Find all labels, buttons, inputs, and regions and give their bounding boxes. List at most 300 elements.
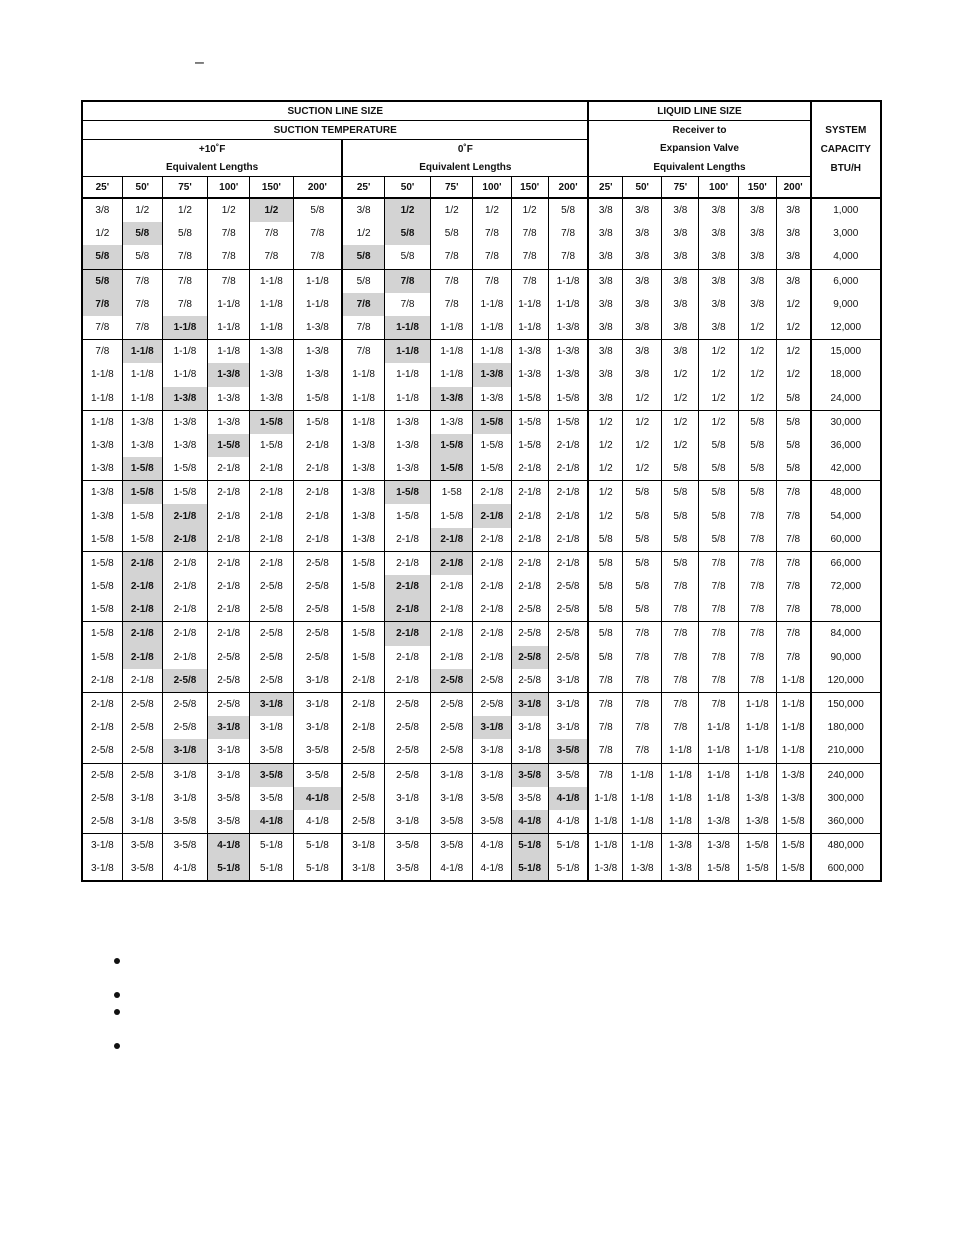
liquid-line-cell: 3/8 xyxy=(699,269,738,293)
liquid-line-cell: 1/2 xyxy=(738,363,776,386)
liquid-line-cell: 7/8 xyxy=(588,716,622,739)
table-row xyxy=(82,410,881,434)
suction-zero-cell: 1/2 xyxy=(384,198,430,222)
suction-zero-cell: 1-1/8 xyxy=(384,316,430,340)
capacity-cell: 4,000 xyxy=(811,245,882,269)
liquid-line-cell: 1-1/8 xyxy=(738,763,776,787)
suction-zero-cell: 5-1/8 xyxy=(548,834,588,858)
suction-zero-cell: 1-3/8 xyxy=(342,528,384,552)
length-header-liquid-4: 150' xyxy=(738,177,776,199)
liquid-line-cell: 7/8 xyxy=(588,692,622,716)
suction-zero-cell: 7/8 xyxy=(431,293,473,316)
suction-plus10-cell: 7/8 xyxy=(250,222,293,245)
suction-zero-cell: 1-5/8 xyxy=(342,575,384,598)
liquid-line-cell: 1-1/8 xyxy=(662,739,699,763)
suction-plus10-cell: 1-1/8 xyxy=(82,363,122,386)
table-row xyxy=(82,787,881,810)
liquid-line-cell: 5/8 xyxy=(662,481,699,505)
suction-plus10-cell: 7/8 xyxy=(82,340,122,364)
table-row xyxy=(82,739,881,763)
suction-zero-cell: 1-3/8 xyxy=(431,387,473,411)
liquid-line-cell: 1-1/8 xyxy=(776,739,810,763)
suction-plus10-cell: 2-1/8 xyxy=(208,504,250,527)
suction-zero-cell: 2-5/8 xyxy=(511,598,548,622)
suction-zero-cell: 7/8 xyxy=(342,340,384,364)
suction-plus10-cell: 1-3/8 xyxy=(122,410,162,434)
liquid-line-cell: 1-1/8 xyxy=(588,787,622,810)
suction-zero-cell: 2-1/8 xyxy=(548,528,588,552)
table-row xyxy=(82,857,881,881)
suction-zero-cell: 1-1/8 xyxy=(384,387,430,411)
table-row xyxy=(82,810,881,834)
liquid-line-cell: 1-5/8 xyxy=(776,810,810,834)
liquid-line-cell: 1-3/8 xyxy=(588,857,622,881)
suction-zero-cell: 5/8 xyxy=(431,222,473,245)
suction-zero-cell: 1-1/8 xyxy=(548,269,588,293)
suction-plus10-cell: 1-5/8 xyxy=(250,410,293,434)
suction-plus10-cell: 1-3/8 xyxy=(293,363,342,386)
length-header-plus10-0: 25' xyxy=(82,177,122,199)
suction-plus10-cell: 1-5/8 xyxy=(122,528,162,552)
bullet-icon xyxy=(114,992,120,998)
liquid-line-cell: 7/8 xyxy=(588,739,622,763)
liquid-line-cell: 1/2 xyxy=(776,363,810,386)
suction-plus10-cell: 3-5/8 xyxy=(122,834,162,858)
suction-zero-cell: 1-3/8 xyxy=(342,504,384,527)
suction-zero-cell: 1-3/8 xyxy=(511,363,548,386)
suction-zero-cell: 2-1/8 xyxy=(511,551,548,575)
suction-zero-cell: 3-1/8 xyxy=(342,857,384,881)
suction-plus10-cell: 7/8 xyxy=(293,222,342,245)
suction-zero-cell: 2-1/8 xyxy=(431,528,473,552)
suction-plus10-cell: 4-1/8 xyxy=(162,857,207,881)
liquid-line-cell: 7/8 xyxy=(662,622,699,646)
table-row xyxy=(82,504,881,527)
suction-zero-cell: 3-1/8 xyxy=(473,763,511,787)
suction-plus10-cell: 1-1/8 xyxy=(208,293,250,316)
suction-plus10-cell: 3-1/8 xyxy=(208,716,250,739)
liquid-line-cell: 3/8 xyxy=(776,245,810,269)
suction-plus10-cell: 3-1/8 xyxy=(208,739,250,763)
length-header-liquid-5: 200' xyxy=(776,177,810,199)
table-row xyxy=(82,316,881,340)
table-row xyxy=(82,457,881,481)
liquid-line-cell: 1/2 xyxy=(588,457,622,481)
suction-plus10-cell: 7/8 xyxy=(162,269,207,293)
suction-plus10-cell: 3-5/8 xyxy=(250,787,293,810)
liquid-line-cell: 7/8 xyxy=(776,528,810,552)
suction-zero-cell: 2-1/8 xyxy=(473,551,511,575)
liquid-line-cell: 3/8 xyxy=(699,293,738,316)
liquid-line-cell: 1-3/8 xyxy=(662,834,699,858)
liquid-line-cell: 3/8 xyxy=(623,222,662,245)
suction-plus10-cell: 5-1/8 xyxy=(293,857,342,881)
suction-plus10-cell: 2-1/8 xyxy=(208,551,250,575)
suction-plus10-cell: 1-1/8 xyxy=(82,387,122,411)
suction-zero-cell: 5-1/8 xyxy=(548,857,588,881)
capacity-cell: 600,000 xyxy=(811,857,882,881)
suction-plus10-cell: 2-5/8 xyxy=(162,669,207,693)
suction-zero-cell: 1-1/8 xyxy=(384,340,430,364)
table-body xyxy=(82,198,881,881)
suction-zero-cell: 3-5/8 xyxy=(384,834,430,858)
suction-zero-cell: 1/2 xyxy=(342,222,384,245)
suction-plus10-cell: 2-1/8 xyxy=(122,622,162,646)
suction-plus10-cell: 3-5/8 xyxy=(250,763,293,787)
suction-plus10-cell: 2-5/8 xyxy=(122,739,162,763)
suction-zero-cell: 2-5/8 xyxy=(548,575,588,598)
liquid-line-cell: 1-1/8 xyxy=(699,716,738,739)
liquid-line-cell: 3/8 xyxy=(588,245,622,269)
table-row xyxy=(82,598,881,622)
suction-plus10-cell: 1-5/8 xyxy=(122,504,162,527)
suction-plus10-cell: 1-3/8 xyxy=(208,387,250,411)
suction-plus10-cell: 2-1/8 xyxy=(122,575,162,598)
suction-plus10-cell: 1-1/8 xyxy=(122,387,162,411)
liquid-line-cell: 7/8 xyxy=(738,504,776,527)
liquid-line-cell: 1/2 xyxy=(776,340,810,364)
liquid-line-cell: 5/8 xyxy=(623,551,662,575)
liquid-line-cell: 7/8 xyxy=(623,692,662,716)
suction-plus10-cell: 3-5/8 xyxy=(293,739,342,763)
suction-plus10-cell: 3/8 xyxy=(82,198,122,222)
liquid-line-cell: 7/8 xyxy=(776,504,810,527)
suction-zero-cell: 2-1/8 xyxy=(548,551,588,575)
suction-zero-cell: 7/8 xyxy=(511,269,548,293)
suction-plus10-cell: 3-5/8 xyxy=(250,739,293,763)
suction-zero-cell: 2-1/8 xyxy=(384,646,430,669)
suction-plus10-cell: 1/2 xyxy=(82,222,122,245)
suction-plus10-cell: 5-1/8 xyxy=(208,857,250,881)
suction-zero-cell: 3-1/8 xyxy=(384,787,430,810)
suction-plus10-cell: 1-3/8 xyxy=(162,434,207,457)
suction-zero-cell: 1-3/8 xyxy=(548,340,588,364)
suction-plus10-cell: 2-5/8 xyxy=(208,669,250,693)
suction-zero-cell: 3-5/8 xyxy=(511,763,548,787)
suction-zero-cell: 2-5/8 xyxy=(431,716,473,739)
suction-plus10-cell: 3-1/8 xyxy=(293,669,342,693)
suction-zero-cell: 7/8 xyxy=(473,222,511,245)
suction-zero-cell: 1-5/8 xyxy=(431,434,473,457)
suction-zero-cell: 2-1/8 xyxy=(384,669,430,693)
suction-plus10-cell: 7/8 xyxy=(122,269,162,293)
suction-plus10-cell: 3-5/8 xyxy=(293,763,342,787)
suction-plus10-cell: 2-1/8 xyxy=(122,551,162,575)
liquid-line-cell: 5/8 xyxy=(662,457,699,481)
suction-plus10-cell: 3-1/8 xyxy=(162,787,207,810)
liquid-line-cell: 5/8 xyxy=(699,528,738,552)
suction-plus10-cell: 2-5/8 xyxy=(162,716,207,739)
liquid-line-cell: 7/8 xyxy=(662,646,699,669)
temp-plus10-heading: +10˚F xyxy=(82,140,342,159)
pipe-sizing-table xyxy=(81,100,882,882)
length-header-plus10-5: 200' xyxy=(293,177,342,199)
table-row xyxy=(82,198,881,222)
suction-plus10-cell: 2-1/8 xyxy=(293,457,342,481)
suction-zero-cell: 3-1/8 xyxy=(384,810,430,834)
suction-plus10-cell: 2-1/8 xyxy=(250,551,293,575)
suction-zero-cell: 5-1/8 xyxy=(511,857,548,881)
suction-zero-cell: 5/8 xyxy=(548,198,588,222)
suction-plus10-cell: 1-5/8 xyxy=(82,528,122,552)
suction-zero-cell: 7/8 xyxy=(384,269,430,293)
suction-plus10-cell: 2-1/8 xyxy=(162,575,207,598)
suction-plus10-cell: 5-1/8 xyxy=(250,857,293,881)
liquid-line-cell: 7/8 xyxy=(699,646,738,669)
suction-plus10-cell: 5/8 xyxy=(293,198,342,222)
length-header-zero-0: 25' xyxy=(342,177,384,199)
suction-zero-cell: 3-1/8 xyxy=(473,716,511,739)
liquid-line-cell: 7/8 xyxy=(738,528,776,552)
length-header-liquid-3: 100' xyxy=(699,177,738,199)
liquid-line-cell: 7/8 xyxy=(738,598,776,622)
suction-zero-cell: 1-1/8 xyxy=(342,387,384,411)
liquid-line-cell: 7/8 xyxy=(699,551,738,575)
capacity-cell: 36,000 xyxy=(811,434,882,457)
liquid-line-cell: 1-5/8 xyxy=(699,857,738,881)
liquid-line-cell: 3/8 xyxy=(623,269,662,293)
suction-plus10-cell: 3-1/8 xyxy=(122,810,162,834)
bullet-icon xyxy=(114,1043,120,1049)
suction-plus10-cell: 5-1/8 xyxy=(250,834,293,858)
suction-zero-cell: 3-1/8 xyxy=(473,739,511,763)
length-header-zero-5: 200' xyxy=(548,177,588,199)
suction-plus10-cell: 3-5/8 xyxy=(122,857,162,881)
suction-plus10-cell: 2-5/8 xyxy=(250,598,293,622)
liquid-line-cell: 7/8 xyxy=(623,646,662,669)
suction-zero-cell: 2-1/8 xyxy=(473,528,511,552)
liquid-line-cell: 1/2 xyxy=(623,434,662,457)
suction-plus10-cell: 2-5/8 xyxy=(293,551,342,575)
table-row xyxy=(82,692,881,716)
liquid-line-cell: 1-1/8 xyxy=(776,692,810,716)
liquid-line-cell: 5/8 xyxy=(776,434,810,457)
suction-zero-cell: 1-1/8 xyxy=(342,363,384,386)
suction-plus10-cell: 2-1/8 xyxy=(250,457,293,481)
suction-zero-cell: 2-1/8 xyxy=(384,575,430,598)
suction-zero-cell: 1-1/8 xyxy=(431,340,473,364)
suction-zero-cell: 2-1/8 xyxy=(473,481,511,505)
table-row xyxy=(82,481,881,505)
suction-plus10-cell: 3-1/8 xyxy=(293,716,342,739)
suction-zero-cell: 3-5/8 xyxy=(548,739,588,763)
table-row xyxy=(82,293,881,316)
capacity-cell: 9,000 xyxy=(811,293,882,316)
liquid-line-cell: 1-1/8 xyxy=(699,739,738,763)
suction-zero-cell: 3-1/8 xyxy=(548,669,588,693)
capacity-label: CAPACITY xyxy=(820,144,871,155)
suction-plus10-cell: 1-3/8 xyxy=(82,457,122,481)
suction-plus10-cell: 2-5/8 xyxy=(293,598,342,622)
liquid-line-cell: 5/8 xyxy=(588,646,622,669)
liquid-line-cell: 1-1/8 xyxy=(588,810,622,834)
suction-plus10-cell: 7/8 xyxy=(162,245,207,269)
suction-zero-cell: 1-5/8 xyxy=(431,504,473,527)
suction-zero-cell: 2-1/8 xyxy=(342,716,384,739)
capacity-cell: 240,000 xyxy=(811,763,882,787)
suction-zero-cell: 3-1/8 xyxy=(431,763,473,787)
capacity-cell: 24,000 xyxy=(811,387,882,411)
liquid-line-cell: 1/2 xyxy=(623,387,662,411)
liquid-line-cell: 1-1/8 xyxy=(623,810,662,834)
suction-zero-cell: 2-5/8 xyxy=(548,646,588,669)
suction-zero-cell: 1-3/8 xyxy=(548,363,588,386)
liquid-line-cell: 5/8 xyxy=(588,622,622,646)
liquid-line-cell: 1-3/8 xyxy=(776,787,810,810)
capacity-cell: 180,000 xyxy=(811,716,882,739)
liquid-line-cell: 1-1/8 xyxy=(662,787,699,810)
suction-plus10-cell: 2-5/8 xyxy=(250,622,293,646)
suction-zero-cell: 3-1/8 xyxy=(342,834,384,858)
suction-plus10-cell: 1-5/8 xyxy=(82,646,122,669)
liquid-line-cell: 5/8 xyxy=(588,598,622,622)
length-header-zero-4: 150' xyxy=(511,177,548,199)
suction-zero-cell: 1-1/8 xyxy=(342,410,384,434)
suction-plus10-cell: 1-3/8 xyxy=(82,434,122,457)
suction-plus10-cell: 7/8 xyxy=(293,245,342,269)
receiver-to-label: Receiver to xyxy=(588,121,810,140)
suction-zero-cell: 1-5/8 xyxy=(473,457,511,481)
suction-plus10-cell: 2-1/8 xyxy=(162,551,207,575)
suction-plus10-cell: 2-5/8 xyxy=(293,646,342,669)
suction-zero-cell: 2-1/8 xyxy=(511,481,548,505)
suction-plus10-cell: 2-5/8 xyxy=(293,622,342,646)
suction-zero-cell: 1-5/8 xyxy=(511,387,548,411)
suction-zero-cell: 1-5/8 xyxy=(548,410,588,434)
suction-plus10-cell: 2-1/8 xyxy=(293,504,342,527)
liquid-line-cell: 7/8 xyxy=(662,692,699,716)
liquid-line-cell: 1/2 xyxy=(776,293,810,316)
liquid-line-cell: 7/8 xyxy=(623,622,662,646)
suction-plus10-cell: 7/8 xyxy=(250,245,293,269)
suction-plus10-cell: 5/8 xyxy=(122,222,162,245)
suction-zero-cell: 1-5/8 xyxy=(548,387,588,411)
suction-zero-cell: 7/8 xyxy=(342,316,384,340)
suction-temperature-heading: SUCTION TEMPERATURE xyxy=(82,121,588,140)
liquid-line-cell: 1-3/8 xyxy=(738,787,776,810)
suction-plus10-cell: 2-5/8 xyxy=(208,646,250,669)
suction-zero-cell: 2-5/8 xyxy=(342,763,384,787)
liquid-line-cell: 5/8 xyxy=(588,528,622,552)
suction-plus10-cell: 1-1/8 xyxy=(250,269,293,293)
suction-plus10-cell: 1-1/8 xyxy=(250,316,293,340)
suction-plus10-cell: 3-1/8 xyxy=(82,857,122,881)
liquid-line-cell: 1/2 xyxy=(662,363,699,386)
suction-plus10-cell: 3-1/8 xyxy=(293,692,342,716)
suction-line-size-heading: SUCTION LINE SIZE xyxy=(82,101,588,121)
liquid-line-cell: 5/8 xyxy=(699,481,738,505)
suction-zero-cell: 2-5/8 xyxy=(342,810,384,834)
liquid-line-cell: 1/2 xyxy=(699,410,738,434)
suction-zero-cell: 7/8 xyxy=(342,293,384,316)
liquid-line-cell: 3/8 xyxy=(738,293,776,316)
suction-zero-cell: 7/8 xyxy=(384,293,430,316)
suction-zero-cell: 7/8 xyxy=(548,245,588,269)
liquid-line-cell: 7/8 xyxy=(623,716,662,739)
suction-plus10-cell: 2-5/8 xyxy=(208,692,250,716)
suction-zero-cell: 1-1/8 xyxy=(511,293,548,316)
suction-zero-cell: 3-1/8 xyxy=(511,716,548,739)
liquid-line-cell: 1/2 xyxy=(699,340,738,364)
capacity-cell: 30,000 xyxy=(811,410,882,434)
suction-plus10-cell: 2-1/8 xyxy=(162,646,207,669)
suction-plus10-cell: 4-1/8 xyxy=(293,787,342,810)
suction-zero-cell: 3-1/8 xyxy=(548,716,588,739)
liquid-line-cell: 3/8 xyxy=(662,222,699,245)
liquid-line-cell: 3/8 xyxy=(588,316,622,340)
liquid-line-cell: 1-5/8 xyxy=(776,834,810,858)
liquid-line-cell: 1-1/8 xyxy=(588,834,622,858)
equiv-lengths-liquid: Equivalent Lengths xyxy=(588,158,810,177)
liquid-line-cell: 7/8 xyxy=(738,669,776,693)
suction-zero-cell: 1-1/8 xyxy=(431,363,473,386)
suction-plus10-cell: 7/8 xyxy=(208,269,250,293)
liquid-line-cell: 7/8 xyxy=(738,551,776,575)
suction-zero-cell: 2-1/8 xyxy=(473,598,511,622)
suction-plus10-cell: 7/8 xyxy=(82,293,122,316)
capacity-cell: 66,000 xyxy=(811,551,882,575)
liquid-line-cell: 7/8 xyxy=(699,575,738,598)
suction-plus10-cell: 1-1/8 xyxy=(122,363,162,386)
suction-plus10-cell: 1-1/8 xyxy=(82,410,122,434)
system-label: SYSTEM xyxy=(825,125,867,136)
liquid-line-cell: 1-3/8 xyxy=(738,810,776,834)
length-header-liquid-1: 50' xyxy=(623,177,662,199)
suction-zero-cell: 2-5/8 xyxy=(473,669,511,693)
suction-zero-cell: 1-58 xyxy=(431,481,473,505)
liquid-line-cell: 1-3/8 xyxy=(699,834,738,858)
capacity-cell: 90,000 xyxy=(811,646,882,669)
suction-plus10-cell: 3-1/8 xyxy=(250,716,293,739)
capacity-cell: 6,000 xyxy=(811,269,882,293)
liquid-line-cell: 7/8 xyxy=(776,575,810,598)
suction-plus10-cell: 4-1/8 xyxy=(208,834,250,858)
suction-plus10-cell: 2-5/8 xyxy=(162,692,207,716)
suction-zero-cell: 2-5/8 xyxy=(473,692,511,716)
suction-zero-cell: 7/8 xyxy=(511,245,548,269)
suction-plus10-cell: 2-1/8 xyxy=(162,504,207,527)
capacity-cell: 72,000 xyxy=(811,575,882,598)
suction-plus10-cell: 1/2 xyxy=(250,198,293,222)
liquid-line-cell: 1-1/8 xyxy=(738,739,776,763)
table-row xyxy=(82,622,881,646)
liquid-line-cell: 1-5/8 xyxy=(738,857,776,881)
suction-zero-cell: 2-1/8 xyxy=(473,646,511,669)
liquid-line-cell: 7/8 xyxy=(738,575,776,598)
liquid-line-cell: 1/2 xyxy=(623,410,662,434)
suction-zero-cell: 1-5/8 xyxy=(473,410,511,434)
suction-zero-cell: 2-5/8 xyxy=(511,646,548,669)
suction-zero-cell: 1-5/8 xyxy=(342,598,384,622)
suction-plus10-cell: 2-5/8 xyxy=(82,810,122,834)
suction-plus10-cell: 3-1/8 xyxy=(250,692,293,716)
suction-zero-cell: 2-1/8 xyxy=(384,551,430,575)
liquid-line-cell: 3/8 xyxy=(623,363,662,386)
suction-zero-cell: 2-1/8 xyxy=(511,575,548,598)
capacity-cell: 84,000 xyxy=(811,622,882,646)
table-row xyxy=(82,669,881,693)
suction-plus10-cell: 1-5/8 xyxy=(82,598,122,622)
liquid-line-cell: 7/8 xyxy=(776,481,810,505)
liquid-line-cell: 3/8 xyxy=(738,222,776,245)
liquid-line-cell: 1/2 xyxy=(738,340,776,364)
suction-zero-cell: 4-1/8 xyxy=(548,787,588,810)
liquid-line-cell: 1-1/8 xyxy=(776,716,810,739)
suction-zero-cell: 1-5/8 xyxy=(384,481,430,505)
suction-zero-cell: 3-1/8 xyxy=(511,739,548,763)
liquid-line-cell: 3/8 xyxy=(588,269,622,293)
suction-plus10-cell: 2-1/8 xyxy=(208,575,250,598)
